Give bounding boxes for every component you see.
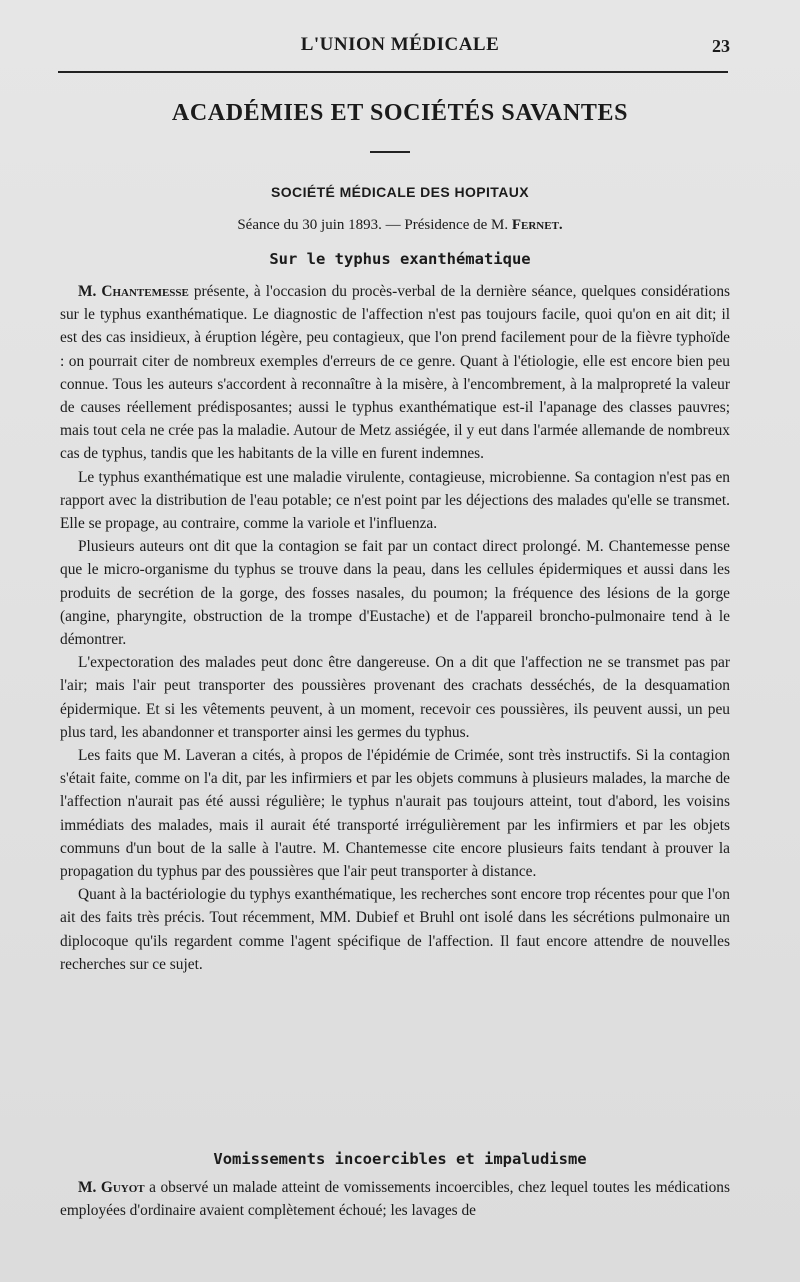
paragraph: Le typhus exanthématique est une maladie virulente, contagieuse, microbienne. Sa contagion n'est pas en rapport avec la distribution de l'eau potable; ce n'est point par les déjections des malades qu'elle se transmet. Elle se propage, au contraire, comme la variole et l'influenza. <box>60 468 730 533</box>
president-name: Fernet. <box>511 217 563 233</box>
session-line <box>0 217 800 234</box>
article-body-typhus <box>60 280 730 976</box>
paragraph <box>60 1176 730 1222</box>
header-rule <box>58 71 728 73</box>
title-rule <box>370 151 410 153</box>
speaker-name: M. Chantemesse <box>78 283 189 300</box>
paragraph: Les faits que M. Laveran a cités, à propos de l'épidémie de Crimée, sont très instructifs. Si la contagion s'était faite, comme on l'a dit, par les infirmiers et par les objets communs à plusieurs malades, la marche de l'affection n'aurait pas été aussi régulière; le typhus n'aurait pas toujours atteint, tout d'abord, les voisins immédiats des malades, mais il aurait été transporté irrégulièrement par les infirmiers et par les objets communs d'un bout de la salle à l'autre. M. Chantemesse cite encore plusieurs faits tendant à prouver la propagation du typhus par des poussières que l'air peut transporter à distance. <box>60 747 730 881</box>
paragraph-text: a observé un malade atteint de vomissements incoercibles, chez lequel toutes les médications employées d'ordinaire avaient complètement échoué; les lavages de <box>60 1179 730 1220</box>
section-title: ACADÉMIES ET SOCIÉTÉS SAVANTES <box>171 100 629 126</box>
journal-title: L'UNION MÉDICALE <box>300 34 500 55</box>
paragraph-text: présente, à l'occasion du procès-verbal de la dernière séance, quelques considérations sur le typhus exanthématique. Le diagnostic de l'affection n'est pas toujours facile, quoi qu'on en ait dit; il est des cas insidieux, à éruption légère, peu contagieux, que l'on prend facilement pour de la fièvre typhoïde : on pourrait citer de nombreux exemples d'erreurs de ce genre. Quant à l'étiologie, elle est encore bien peu connue. Tous les auteurs s'accordent à reconnaître à la misère, à l'encombrement, à la malpropreté la valeur de causes réellement prédisposantes; aussi le typhus exanthématique est-il l'apanage des classes pauvres; mais tout cela ne crée pas la maladie. Autour de Metz assiégée, il y eut dans l'armée allemande de nombreux cas de typhus, tandis que les habitants de la ville en furent indemnes. <box>60 283 730 463</box>
society-name: SOCIÉTÉ MÉDICALE DES HOPITAUX <box>271 184 529 200</box>
page-number: 23 <box>712 36 730 56</box>
article-body-vomissements <box>60 1176 730 1222</box>
article-title-vomissements: Vomissements incoercibles et impaludisme <box>213 1150 587 1168</box>
paragraph <box>60 280 730 466</box>
running-head <box>0 34 800 64</box>
paragraph: L'expectoration des malades peut donc être dangereuse. On a dit que l'affection ne se transmet pas par l'air; mais l'air peut transporter des poussières provenant des crachats desséchés, de la desquamation épidermique. Et si les vêtements peuvent, à un moment, recevoir ces poussières, ils peuvent aussi, un peu plus tard, les abandonner et transporter ainsi les germes du typhus. <box>60 654 730 741</box>
article-title-typhus: Sur le typhus exanthématique <box>269 250 531 268</box>
session-text: Séance du 30 juin 1893. — Présidence de M. <box>237 217 509 233</box>
paragraph: Quant à la bactériologie du typhys exanthématique, les recherches sont encore trop récentes pour que l'on ait des faits très précis. Tout récemment, MM. Dubief et Bruhl ont isolé dans les sécrétions pulmonaire un diplocoque qu'ils regardent comme l'agent spécifique de l'affection. Il faut encore attendre de nouvelles recherches sur ce sujet. <box>60 886 730 973</box>
speaker-name: M. Guyot <box>78 1179 145 1196</box>
paragraph: Plusieurs auteurs ont dit que la contagion se fait par un contact direct prolongé. M. Chantemesse pense que le micro-organisme du typhus se trouve dans la peau, dans les cellules épidermiques et aussi dans les produits de secrétion de la gorge, des fosses nasales, du poumon; la fréquence des lésions de la gorge (angine, pharyngite, obstruction de la trompe d'Eustache) et de l'appareil broncho-pulmonaire tend à le démontrer. <box>60 538 730 649</box>
